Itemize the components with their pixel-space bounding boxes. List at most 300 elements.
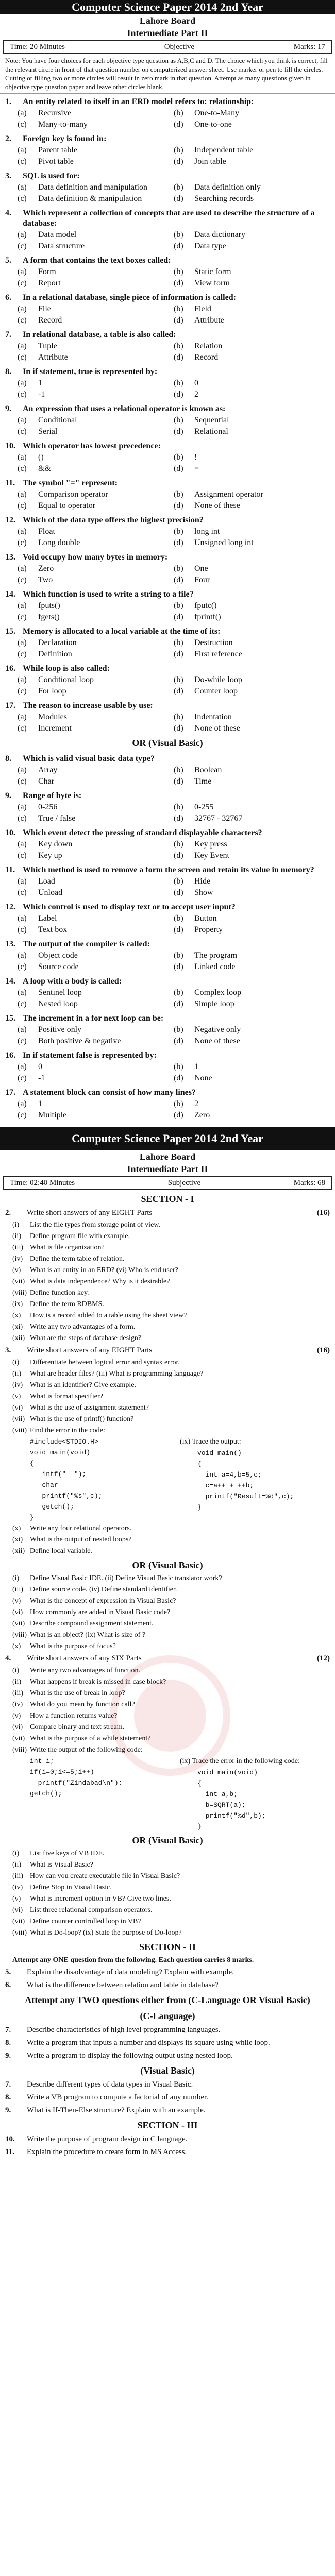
mcq-option bbox=[174, 315, 330, 326]
long-q-number: 11. bbox=[5, 2148, 14, 2156]
long-q-text: Write a VB program to compute a factorial of any number. bbox=[27, 2093, 208, 2102]
mcq-option bbox=[18, 913, 174, 924]
part-text: Compare binary and text stream. bbox=[30, 1723, 125, 1731]
mcq-header bbox=[5, 256, 330, 266]
mcq-option bbox=[174, 1025, 330, 1035]
option-letter: (d) bbox=[174, 194, 183, 203]
option-letter: (a) bbox=[18, 988, 27, 997]
mcq-text: In relational database, a table is also called: bbox=[23, 330, 176, 339]
option-letter: (b) bbox=[174, 416, 183, 425]
code-line: printf("%s",c); bbox=[30, 1492, 103, 1500]
option-text: Indentation bbox=[194, 713, 232, 721]
mcq-options bbox=[18, 1099, 330, 1121]
part-number: (i) bbox=[12, 1667, 20, 1674]
mcq-header bbox=[5, 791, 330, 801]
mcq-number: 16. bbox=[5, 1051, 15, 1060]
part-text: What is an object? (ix) What is size of ? bbox=[30, 1631, 146, 1639]
mcq-text: Which method is used to remove a form the screen and retain its value in memory? bbox=[23, 866, 314, 874]
option-letter: (c) bbox=[18, 999, 27, 1008]
option-text: fputs() bbox=[38, 601, 60, 610]
mcq-header bbox=[5, 664, 330, 674]
mcq-question bbox=[0, 936, 335, 973]
part-number: (vi) bbox=[12, 1906, 23, 1914]
option-letter: (c) bbox=[18, 613, 27, 621]
mcq-number: 13. bbox=[5, 553, 15, 562]
question-3-header bbox=[0, 1344, 335, 1357]
option-letter: (b) bbox=[174, 230, 183, 239]
part-text: Define Stop in Visual Basic. bbox=[30, 1884, 112, 1891]
question-part bbox=[0, 1848, 335, 1859]
part-number: (viii) bbox=[12, 1427, 27, 1434]
code-pair-q3 bbox=[0, 1436, 335, 1523]
part-number: (ii) bbox=[12, 1861, 22, 1869]
mcq-question bbox=[0, 401, 335, 438]
mcq-option bbox=[174, 649, 330, 659]
mcq-option bbox=[174, 389, 330, 400]
mcq-option bbox=[174, 120, 330, 130]
code-line: { bbox=[197, 1780, 202, 1787]
mcq-text: In if statement, true is represented by: bbox=[23, 367, 158, 376]
question-part bbox=[0, 1927, 335, 1939]
mcq-question bbox=[0, 660, 335, 698]
mcq-option bbox=[174, 378, 330, 388]
mcq-option bbox=[18, 851, 174, 861]
mcq-text: The output of the compiler is called: bbox=[23, 940, 150, 948]
option-text: Unload bbox=[38, 888, 63, 897]
option-letter: (a) bbox=[18, 914, 27, 923]
part-number: (x) bbox=[12, 1642, 21, 1650]
mcq-option bbox=[18, 1025, 174, 1035]
mcq-option bbox=[174, 612, 330, 622]
option-text: Complex loop bbox=[194, 988, 242, 997]
mcq-question bbox=[0, 973, 335, 1010]
part-number: (vii) bbox=[12, 1735, 25, 1742]
code-block-error bbox=[0, 1436, 167, 1523]
option-text: None bbox=[194, 1074, 212, 1082]
or-clang-title: Attempt any TWO questions either from (C-Language OR Visual Basic) bbox=[25, 1995, 310, 2005]
mcq-text: Which of the data type offers the highest precision? bbox=[23, 516, 204, 524]
mcq-header bbox=[5, 404, 330, 414]
question-part bbox=[0, 1534, 335, 1546]
question-part bbox=[0, 1905, 335, 1916]
mcq-option bbox=[174, 765, 330, 775]
mcq-header bbox=[5, 828, 330, 838]
part-number: (v) bbox=[12, 1597, 21, 1605]
mcq-option bbox=[174, 489, 330, 500]
option-text: Property bbox=[194, 925, 223, 934]
option-letter: (d) bbox=[174, 1037, 183, 1045]
option-letter: (d) bbox=[174, 575, 183, 584]
mcq-option bbox=[18, 278, 174, 289]
question-part bbox=[0, 1333, 335, 1344]
part-text: How a function returns value? bbox=[30, 1712, 118, 1720]
mcq-options bbox=[18, 378, 330, 400]
mcq-header bbox=[5, 701, 330, 711]
part-number: (ix) bbox=[12, 1300, 23, 1308]
mcq-options bbox=[18, 304, 330, 326]
mcq-option bbox=[174, 999, 330, 1009]
part-number: (iii) bbox=[12, 1244, 23, 1251]
subjective-part: Intermediate Part II bbox=[127, 1164, 208, 1174]
mcq-option bbox=[174, 802, 330, 812]
option-text: Data type bbox=[194, 242, 226, 250]
vb4-title: OR (Visual Basic) bbox=[132, 1835, 203, 1845]
option-text: Record bbox=[38, 316, 62, 325]
mcq-header bbox=[5, 754, 330, 764]
option-text: Key Event bbox=[194, 851, 229, 860]
code-line: b=SQRT(a); bbox=[197, 1801, 246, 1809]
part-text: Differentiate between logical error and syntax error. bbox=[30, 1359, 180, 1366]
q-text: Write short answers of any SIX Parts bbox=[27, 1654, 142, 1663]
part-text: What do you mean by function call? bbox=[30, 1701, 135, 1708]
option-letter: (b) bbox=[174, 564, 183, 573]
long-question bbox=[0, 2133, 335, 2146]
option-text: Assignment operator bbox=[194, 490, 263, 499]
vb-title-2: (Visual Basic) bbox=[140, 2065, 195, 2076]
vb-subjective-title: OR (Visual Basic) bbox=[132, 1560, 203, 1570]
mcq-option bbox=[18, 452, 174, 463]
option-letter: (a) bbox=[18, 675, 27, 684]
mcq-option bbox=[174, 988, 330, 998]
option-text: Linked code bbox=[194, 962, 236, 971]
option-letter: (c) bbox=[18, 464, 27, 473]
option-text: -1 bbox=[38, 1074, 45, 1082]
option-text: Attribute bbox=[38, 353, 68, 362]
long-q-text: Write a program to display the following output using nested loop. bbox=[27, 2052, 233, 2060]
option-letter: (d) bbox=[174, 777, 183, 786]
option-letter: (d) bbox=[174, 1111, 183, 1120]
option-letter: (d) bbox=[174, 925, 183, 934]
long-question bbox=[0, 1966, 335, 1979]
option-text: Key down bbox=[38, 840, 73, 849]
mcq-option bbox=[18, 925, 174, 935]
part-text: What are header files? (iii) What is programming language? bbox=[30, 1370, 204, 1378]
mcq-options bbox=[18, 527, 330, 548]
mcq-number: 17. bbox=[5, 1088, 15, 1097]
mcq-option bbox=[18, 802, 174, 812]
option-letter: (d) bbox=[174, 157, 183, 166]
part-text: Find the error in the code: bbox=[30, 1427, 105, 1434]
question-2-header bbox=[0, 1207, 335, 1219]
option-letter: (b) bbox=[174, 601, 183, 610]
subjective-marks: Marks: 68 bbox=[293, 1179, 325, 1187]
part-text: What is Do-loop? (ix) State the purpose of Do-loop? bbox=[30, 1929, 182, 1937]
option-letter: (d) bbox=[174, 390, 183, 399]
option-text: Negative only bbox=[194, 1025, 241, 1034]
code-line: printf("Zindabad\n"); bbox=[30, 1779, 123, 1787]
section-3-title: SECTION - III bbox=[137, 2120, 198, 2130]
code-line: getch(); bbox=[30, 1503, 74, 1511]
mcq-text: An expression that uses a relational operator is known as: bbox=[23, 404, 226, 413]
option-letter: (b) bbox=[174, 453, 183, 462]
option-letter: (d) bbox=[174, 814, 183, 823]
question-part bbox=[0, 1391, 335, 1402]
option-text: Searching records bbox=[194, 194, 254, 203]
code-line: printf("%d",b); bbox=[197, 1812, 266, 1820]
mcq-question bbox=[0, 438, 335, 475]
part-text: What is the use of assignment statement? bbox=[30, 1404, 149, 1412]
option-text: 0 bbox=[194, 379, 198, 387]
option-letter: (a) bbox=[18, 490, 27, 499]
option-text: && bbox=[38, 464, 51, 473]
option-letter: (c) bbox=[18, 194, 27, 203]
question-part bbox=[0, 1299, 335, 1310]
question-part bbox=[0, 1414, 335, 1425]
option-text: Load bbox=[38, 877, 55, 886]
mcq-number: 13. bbox=[5, 940, 15, 948]
option-text: Relational bbox=[194, 427, 228, 436]
mcq-option bbox=[18, 108, 174, 118]
mcq-question bbox=[0, 475, 335, 512]
option-text: Equal to operator bbox=[38, 501, 96, 510]
option-letter: (c) bbox=[18, 1037, 27, 1045]
mcq-option bbox=[18, 415, 174, 426]
option-text: Text box bbox=[38, 925, 68, 934]
question-part bbox=[0, 1425, 335, 1436]
question-part bbox=[0, 1596, 335, 1607]
mcq-option bbox=[18, 267, 174, 277]
mcq-number: 8. bbox=[5, 367, 11, 376]
option-letter: (d) bbox=[174, 353, 183, 362]
part-number: (viii) bbox=[12, 1929, 27, 1937]
part-number: (vii) bbox=[12, 1918, 25, 1925]
option-letter: (c) bbox=[18, 650, 27, 658]
option-text: Data definition & manipulation bbox=[38, 194, 142, 203]
mcq-number: 9. bbox=[5, 791, 11, 800]
option-letter: (d) bbox=[174, 427, 183, 436]
mcq-option bbox=[174, 712, 330, 722]
option-text: None of these bbox=[194, 501, 240, 510]
part-text: What happens if break is missed in case block? bbox=[30, 1678, 166, 1686]
option-text: Increment bbox=[38, 724, 72, 733]
option-text: First reference bbox=[194, 650, 242, 658]
part-number: (v) bbox=[12, 1712, 21, 1720]
option-text: 2 bbox=[194, 390, 198, 399]
part-number: (viii) bbox=[12, 1289, 27, 1297]
mcq-options bbox=[18, 267, 330, 289]
mcq-question bbox=[0, 327, 335, 364]
mcq-number: 15. bbox=[5, 627, 15, 636]
q-number: 3. bbox=[5, 1346, 11, 1354]
code-line: c=a++ + ++b; bbox=[197, 1482, 254, 1489]
option-letter: (c) bbox=[18, 316, 27, 325]
mcq-number: 8. bbox=[5, 754, 11, 763]
question-part bbox=[0, 1882, 335, 1893]
part-text: Define local variable. bbox=[30, 1547, 92, 1555]
option-text: None of these bbox=[194, 724, 240, 733]
mcq-option bbox=[18, 712, 174, 722]
mcq-number: 5. bbox=[5, 256, 11, 265]
code-line: } bbox=[197, 1823, 202, 1831]
part-text: Write any two advantages of function. bbox=[30, 1667, 141, 1674]
part-text: What is file organization? bbox=[30, 1244, 105, 1251]
code-block-trace bbox=[167, 1436, 335, 1523]
option-letter: (a) bbox=[18, 304, 27, 313]
long-q-number: 8. bbox=[5, 2039, 11, 2047]
option-letter: (c) bbox=[18, 353, 27, 362]
mcq-number: 10. bbox=[5, 442, 15, 450]
option-text: Independent table bbox=[194, 146, 254, 155]
option-text: Conditional loop bbox=[38, 675, 94, 684]
mcq-option bbox=[174, 601, 330, 611]
mcq-option bbox=[18, 686, 174, 697]
long-q-text: What is If-Then-Else structure? Explain with an example. bbox=[27, 2106, 206, 2114]
mcq-option bbox=[18, 538, 174, 548]
option-text: One bbox=[194, 564, 208, 573]
option-letter: (c) bbox=[18, 279, 27, 287]
long-q-text: Describe different types of data types in Visual Basic. bbox=[27, 2080, 193, 2089]
option-text: Two bbox=[38, 575, 53, 584]
mcq-option bbox=[18, 765, 174, 775]
option-text: Field bbox=[194, 304, 211, 313]
option-text: Do-while loop bbox=[194, 675, 242, 684]
mcq-header bbox=[5, 589, 330, 600]
option-text: Definition bbox=[38, 650, 72, 658]
question-part bbox=[0, 1321, 335, 1333]
option-letter: (c) bbox=[18, 888, 27, 897]
part-number: (xi) bbox=[12, 1536, 23, 1544]
mcq-question bbox=[0, 899, 335, 936]
option-text: Record bbox=[194, 353, 219, 362]
mcq-header bbox=[5, 626, 330, 637]
mcq-option bbox=[174, 157, 330, 167]
part-text: What is an entity in an ERD? (vi) Who is end user? bbox=[30, 1266, 178, 1274]
long-q-number: 6. bbox=[5, 1981, 11, 1989]
option-letter: (a) bbox=[18, 230, 27, 239]
mcq-option bbox=[174, 564, 330, 574]
question-part bbox=[0, 1630, 335, 1641]
option-letter: (b) bbox=[174, 638, 183, 647]
option-letter: (c) bbox=[18, 814, 27, 823]
mcq-options bbox=[18, 230, 330, 251]
mcq-options bbox=[18, 145, 330, 167]
option-letter: (a) bbox=[18, 453, 27, 462]
option-letter: (d) bbox=[174, 851, 183, 860]
mcq-option bbox=[174, 452, 330, 463]
option-letter: (a) bbox=[18, 840, 27, 849]
part-text: What are the steps of database design? bbox=[30, 1334, 142, 1342]
option-text: Conditional bbox=[38, 416, 77, 425]
option-letter: (a) bbox=[18, 713, 27, 721]
q-text: Write short answers of any EIGHT Parts bbox=[27, 1346, 153, 1354]
mcq-option bbox=[18, 527, 174, 537]
mcq-option bbox=[18, 241, 174, 251]
mcq-options bbox=[18, 182, 330, 204]
mcq-text: Which is valid visual basic data type? bbox=[23, 754, 155, 763]
code-error-label: (ix) Trace the error in the following code: bbox=[180, 1757, 300, 1765]
part-number: (vii) bbox=[12, 1278, 25, 1285]
mcq-option bbox=[174, 1099, 330, 1109]
option-text: Show bbox=[194, 888, 213, 897]
option-letter: (b) bbox=[174, 675, 183, 684]
mcq-question bbox=[0, 131, 335, 168]
option-text: Button bbox=[194, 914, 217, 923]
question-part bbox=[0, 1242, 335, 1253]
mcq-header bbox=[5, 939, 330, 950]
question-part bbox=[0, 1310, 335, 1321]
mcq-header bbox=[5, 902, 330, 912]
mcq-option bbox=[174, 527, 330, 537]
option-text: 0-255 bbox=[194, 803, 214, 811]
option-letter: (b) bbox=[174, 527, 183, 536]
long-question bbox=[0, 2104, 335, 2117]
option-text: Nested loop bbox=[38, 999, 78, 1008]
mcq-option bbox=[18, 352, 174, 363]
long-q-number: 8. bbox=[5, 2093, 11, 2102]
option-text: Serial bbox=[38, 427, 58, 436]
option-text: Parent table bbox=[38, 146, 77, 155]
mcq-text: While loop is also called: bbox=[23, 664, 110, 673]
part-text: How can you create executable file in Visual Basic? bbox=[30, 1872, 180, 1880]
subjective-info-row bbox=[3, 1176, 332, 1190]
option-text: Key press bbox=[194, 840, 227, 849]
question-part bbox=[0, 1584, 335, 1596]
mcq-option bbox=[174, 723, 330, 734]
mcq-option bbox=[18, 962, 174, 972]
mcq-question bbox=[0, 94, 335, 131]
option-text: fgets() bbox=[38, 613, 60, 621]
vb-question-list bbox=[0, 751, 335, 1122]
mcq-question bbox=[0, 1010, 335, 1047]
option-letter: (c) bbox=[18, 687, 27, 696]
option-letter: (b) bbox=[174, 713, 183, 721]
long-q-text: What is the difference between relation and table in database? bbox=[27, 1981, 219, 1989]
mcq-option bbox=[174, 427, 330, 437]
code-line: printf("Result=%d",c); bbox=[197, 1493, 294, 1500]
mcq-text: The increment in a for next loop can be: bbox=[23, 1014, 164, 1023]
instructions-note: Note: You have four choices for each objective type question as A,B,C and D. The choice which you think is correct, fill the relevant circle in front of that question number on computerized answer sheet. Use marker or pen to fill the circles. Cutting or filling two or more circles will result in zero mark in that question. Attempt as many questions given in objective type question paper and leave other circles blank. bbox=[0, 55, 335, 94]
part-number: (i) bbox=[12, 1850, 20, 1857]
mcq-header bbox=[5, 208, 330, 229]
option-text: () bbox=[38, 453, 44, 462]
part-number: (vii) bbox=[12, 1415, 25, 1423]
question-part bbox=[0, 1523, 335, 1534]
mcq-text: Range of byte is: bbox=[23, 791, 82, 800]
mcq-option bbox=[18, 564, 174, 574]
question-3-parts bbox=[0, 1357, 335, 1436]
option-letter: (c) bbox=[18, 242, 27, 250]
mcq-option bbox=[174, 951, 330, 961]
mcq-header bbox=[5, 552, 330, 563]
mcq-number: 1. bbox=[5, 97, 11, 106]
mcq-number: 9. bbox=[5, 404, 11, 413]
long-q-text: Write a program that inputs a number and displays its square using while loop. bbox=[27, 2039, 270, 2047]
mcq-question bbox=[0, 1047, 335, 1084]
mcq-number: 11. bbox=[5, 866, 15, 874]
option-letter: (b) bbox=[174, 1025, 183, 1034]
mcq-question bbox=[0, 549, 335, 586]
mcq-header bbox=[5, 293, 330, 303]
long-question bbox=[0, 2091, 335, 2104]
option-letter: (c) bbox=[18, 777, 27, 786]
part-number: (xi) bbox=[12, 1323, 23, 1331]
mcq-number: 2. bbox=[5, 134, 11, 143]
watermark-logo-icon bbox=[108, 1654, 232, 1777]
part-text: What is the concept of expression in Visual Basic? bbox=[30, 1597, 176, 1605]
section-3-questions bbox=[0, 2133, 335, 2159]
question-part bbox=[0, 1893, 335, 1905]
part-number: (i) bbox=[12, 1574, 20, 1582]
mcq-option bbox=[18, 888, 174, 898]
question-part bbox=[0, 1357, 335, 1368]
mcq-text: The reason to increase usable by use: bbox=[23, 701, 153, 710]
part-text: How is a record added to a table using the sheet view? bbox=[30, 1312, 187, 1319]
part-text: Write any two advantages of a form. bbox=[30, 1323, 136, 1331]
option-letter: (a) bbox=[18, 146, 27, 155]
mcq-option bbox=[18, 1110, 174, 1121]
mcq-option bbox=[174, 638, 330, 648]
part-number: (v) bbox=[12, 1895, 21, 1903]
